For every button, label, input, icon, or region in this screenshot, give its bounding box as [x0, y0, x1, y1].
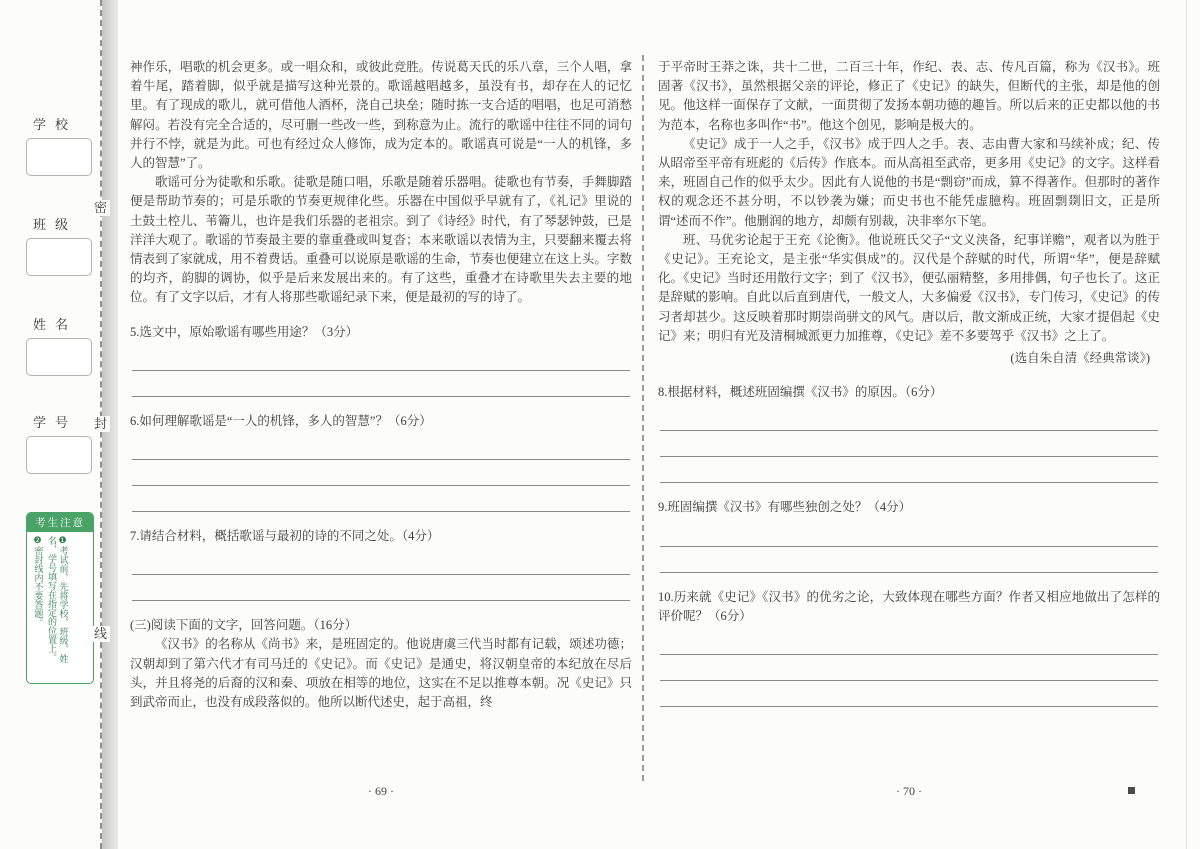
question-10-answer-lines [658, 629, 1160, 707]
field-school-label: 学校 [33, 117, 78, 132]
field-student-id [26, 412, 96, 474]
question-5-answer-lines [130, 345, 632, 397]
answer-line [132, 434, 630, 460]
answer-line [132, 549, 630, 575]
answer-line [132, 460, 630, 486]
question-7: 7.请结合材料，概括歌谣与最初的诗的不同之处。（4分） [130, 529, 440, 544]
passage-paragraph-ballads: 歌谣可分为徒歌和乐歌。徒歌是随口唱，乐歌是随着乐器唱。徒歌也有节奏，手舞脚踏便是帮助节奏的；可是乐歌的节奏更规律化些。乐器在中国似乎早就有了，《礼记》里说的土鼓土椌儿、苇籥儿，也许是我们乐器的老祖宗。到了《诗经》时代，有了琴瑟钟鼓，已是洋洋大观了。歌谣的节奏最主要的靠重叠或叫复沓；本来歌谣以表情为主，只要翻来覆去将情表到了家就成，用不着费话。重叠可以说原是歌谣的生命，节奏也便建立在这上头。字数的均齐，韵脚的调协，似乎是后来发展出来的。有了这些，重叠才在诗歌里失去主要的地位。有了文字以后，才有人将那些歌谣纪录下来，便是最初的写的诗了。 [130, 175, 632, 305]
passage-paragraph-hanshu: 《汉书》的名称从《尚书》来，是班固定的。他说唐虞三代当时都有记载，颂述功德；汉朝却到了第六代才有司马迁的《史记》。而《史记》是通史，将汉朝皇帝的本纪放在尽后头，并且将尧的后裔的汉和秦、项放在相等的地位，这实在不足以推尊本朝。况《史记》只到武帝而止，也没有成段落似的。他所以断代述史，起于高祖，终 [130, 637, 632, 710]
answer-line [660, 681, 1158, 707]
answer-line [132, 345, 630, 371]
notice-item-2-number: ❷ [33, 536, 44, 546]
answer-line [660, 547, 1158, 573]
question-9-answer-lines [658, 521, 1160, 573]
question-6: 6.如何理解歌谣是“一人的机锋，多人的智慧”？（6分） [130, 413, 432, 428]
passage-paragraph-hanshu-continuation: 于平帝时王莽之诛，共十二世，二百三十年，作纪、表、志、传凡百篇，称为《汉书》。班固著《汉书》，虽然根据父亲的评论，修正了《史记》的缺失，但断代的主张，却是他的创见。他这样一面保存了文献，一面贯彻了发扬本朝功德的趣旨。所以后来的正史都以他的书为范本，名称也多叫作“书”。他这个创见，影响是极大的。 [658, 60, 1160, 132]
notice-item-2 [32, 536, 44, 679]
answer-line [660, 629, 1158, 655]
print-registration-mark [1128, 787, 1135, 794]
notice-item-2-text: 密封线内不要答题。 [33, 546, 44, 627]
notice-item-1-number: ❶ [58, 536, 69, 546]
field-school-box[interactable] [26, 138, 92, 176]
field-name-box[interactable] [26, 338, 92, 376]
page-number-70: · 70 · [896, 784, 922, 798]
page-69 [130, 58, 632, 712]
field-student-id-label: 学号 [33, 415, 78, 430]
notice-item-1 [46, 536, 69, 679]
question-8-answer-lines [658, 405, 1160, 483]
field-student-id-box[interactable] [26, 436, 92, 474]
seal-char-mi: 密 [91, 200, 110, 216]
answer-line [660, 655, 1158, 681]
answer-line [660, 431, 1158, 457]
field-name [26, 314, 96, 376]
passage-paragraph-continuation: 神作乐，唱歌的机会更多。或一唱众和，或彼此竞胜。传说葛天氏的乐八章，三个人唱，拿着牛尾，踏着脚，似乎就是描写这种光景的。歌谣越唱越多，虽没有书，却存在人的记忆里。有了现成的歌儿，就可借他人酒杯，浇自己块垒；随时拣一支合适的唱唱，也足可消愁解闷。若没有完全合适的，尽可删一些改一些，到称意为止。流行的歌谣中往往不同的词句并行不悖，就是为此。可也有经过众人修饰，成为定本的。歌谣真可说是“一人的机锋，多人的智慧”了。 [130, 60, 632, 171]
section-three-heading: (三)阅读下面的文字，回答问题。（16分） [130, 618, 358, 633]
question-7-answer-lines [130, 549, 632, 601]
seal-char-xian: 线 [91, 626, 110, 642]
page-fold-divider [642, 55, 644, 781]
passage-paragraph-banma-debate: 班、马优劣论起于王充《论衡》。他说班氏父子“文义浃备，纪事详赡”，观者以为胜于《史记》。王充论文，是主张“华实俱成”的。汉代是个辞赋的时代，所谓“华”，便是辞赋化。《史记》当时还用散行文字；到了《汉书》，便弘丽精整，多用排偶，句子也长了。这正是辞赋的影响。自此以后直到唐代，一般文人，大多偏爱《汉书》，专门传习，《史记》的传习者却甚少。这反映着那时期崇尚骈文的风气。唐以后，散文渐成正统，大家才提倡起《史记》来；明归有光及清桐城派更力加推尊，《史记》差不多要驾乎《汉书》之上了。 [658, 232, 1160, 343]
field-class-label: 班级 [33, 217, 78, 232]
passage-paragraph-authorship: 《史记》成于一人之手，《汉书》成于四人之手。表、志由曹大家和马续补成；纪、传从昭帝至平帝有班彪的《后传》作底本。而从高祖至武帝，更多用《史记》的文字。这样看来，班固自己作的似乎太少。因此有人说他的书是“剽窃”而成，算不得著作。但那时的著作权的观念还不甚分明，不以钞袭为嫌；而史书也不能凭虚臆构。班固剽剟旧文，正是所谓“述而不作”。他删润的地方，却颇有别裁，决非率尔下笔。 [658, 136, 1160, 228]
field-class [26, 214, 96, 276]
answer-line [660, 457, 1158, 483]
field-school [26, 114, 96, 176]
question-8: 8.根据材料，概述班固编撰《汉书》的原因。（6分） [658, 385, 943, 400]
candidate-notice-title: 考生注意 [27, 513, 93, 532]
answer-line [132, 371, 630, 397]
answer-line [132, 486, 630, 512]
passage-source: (选自朱自清《经典常谈》) [1010, 351, 1150, 366]
answer-line [660, 521, 1158, 547]
page-right-edge [1186, 0, 1187, 849]
field-name-label: 姓名 [33, 317, 78, 332]
question-6-answer-lines [130, 434, 632, 512]
answer-line [132, 575, 630, 601]
question-10: 10.历来就《史记》《汉书》的优劣之论，大致体现在哪些方面？作者又相应地做出了怎样的评价呢？（6分） [658, 589, 1160, 623]
question-5: 5.选文中，原始歌谣有哪些用途？（3分） [130, 324, 359, 339]
page-70 [658, 58, 1160, 707]
notice-item-1-text: 考试前，先将学校、班级、姓名、学号填写在指定的位置上。 [47, 536, 69, 663]
answer-line [660, 405, 1158, 431]
seal-char-feng: 封 [91, 416, 110, 432]
field-class-box[interactable] [26, 238, 92, 276]
candidate-notice-box [26, 512, 94, 684]
question-9: 9.班固编撰《汉书》有哪些独创之处？（4分） [658, 500, 912, 515]
page-number-69: · 69 · [368, 784, 394, 798]
candidate-notice-body [27, 532, 72, 683]
